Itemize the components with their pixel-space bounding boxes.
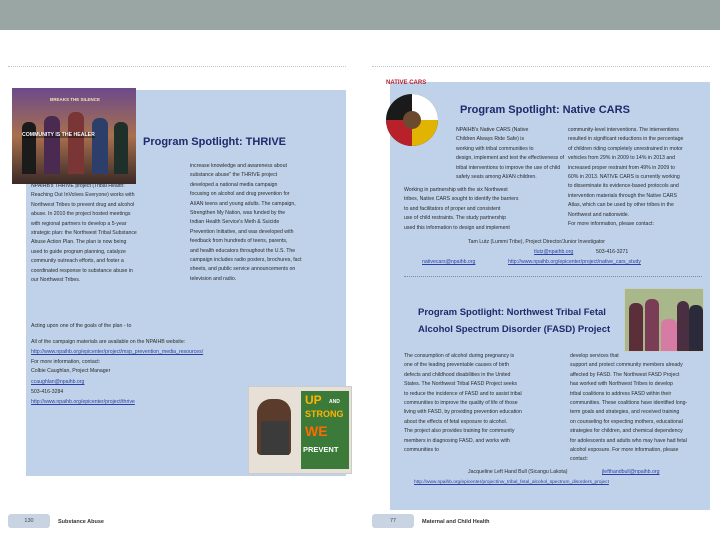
campaign-word-and: AND xyxy=(329,399,340,405)
native-cars-phone: 503-416-3271 xyxy=(596,249,629,255)
native-cars-logo-icon xyxy=(380,78,444,150)
fasd-project-link[interactable]: http://www.npaihb.org/epicenter/project/nw_tribal_fetal_alcohol_spectrum_disorders_project xyxy=(414,480,609,485)
native-cars-email-link[interactable]: tlutz@npaihb.org xyxy=(534,249,574,255)
left-page-number: 130 xyxy=(8,514,50,528)
top-banner xyxy=(0,0,720,30)
native-cars-contact: Tam Lutz (Lummi Tribe), Project Director/Junior Investigator xyxy=(468,239,605,245)
campaign-word-prevent: PREVENT xyxy=(303,445,339,454)
thrive-media-link[interactable]: http://www.npaihb.org/epicenter/project/msp_prevention_media_resources/ xyxy=(31,349,204,355)
thrive-project-link[interactable]: http://www.npaihb.org/epicenter/project/thrive xyxy=(31,399,135,405)
fasd-group-photo xyxy=(624,288,704,352)
campaign-word-strong: STRONG xyxy=(305,409,344,419)
thrive-column-2: increase knowledge and awareness about substance abuse" the THRIVE project developed a national media campaign focusing on alcohol and drug prevention for AI/AN teens and young adults. The campaign, Strengthen My Nation, was funded by the Indian Health Service's Meth & Suicide Prevention Initiative, and was developed with feedback from hundreds of teens, parents, and health educators throughout the U.S. The campaign includes radio posters, brochures, fact sheets, and public service announcements on television and radio. xyxy=(190,163,302,282)
fasd-title-line-1: Program Spotlight: Northwest Tribal Fetal xyxy=(418,307,606,318)
thrive-email-link[interactable]: ccaughlan@npaihb.org xyxy=(31,379,85,385)
thrive-contact: For more information, contact: Colbie Caughlan, Project Manager xyxy=(31,359,111,375)
right-footer xyxy=(372,508,710,534)
native-cars-project-link[interactable]: http://www.npaihb.org/epicenter/project/native_cars_study xyxy=(508,259,641,265)
native-cars-logo-text: NATIVE CARS xyxy=(386,80,427,86)
right-page xyxy=(372,76,710,534)
fasd-title-line-2: Alcohol Spectrum Disorder (FASD) Project xyxy=(418,324,611,335)
right-page-divider xyxy=(372,66,710,70)
native-cars-logo xyxy=(380,78,444,150)
thrive-column-1: NPAIHB's THRIVE project (Tribal Health: Reaching Out InVolves Everyone) works with Northwest Tribes to prevent drug and alcohol abuse. In 2010 the project hosted meetings with regional partners to develop a 5-year strategic plan: the Northwest Tribal Substance Abuse Action Plan. The plan is now being used to guide program planning, catalyze community outreach efforts, and foster a coordinated response to substance abuse in our Northwest Tribes. xyxy=(31,183,137,284)
fasd-email-link[interactable]: jlefthandbull@npaihb.org xyxy=(602,469,660,475)
right-section-label: Maternal and Child Health xyxy=(422,519,490,525)
campaign-word-up: UP xyxy=(305,393,322,407)
thrive-materials: All of the campaign materials are available on the NPAIHB website: xyxy=(31,339,186,345)
left-page xyxy=(8,76,346,534)
right-page-number: 77 xyxy=(372,514,414,528)
native-cars-title: Program Spotlight: Native CARS xyxy=(460,104,630,116)
poster-headline: COMMUNITY IS THE HEALER xyxy=(22,132,95,138)
fasd-column-1: The consumption of alcohol during pregnancy is one of the leading preventable causes of birth defects and childhood disabilities in the United States. The Northwest Tribal FASD Project seeks to reduce the incidence of FASD and to assist tribal communities to improve the quality of life of those living with FASD, by providing prevention education about the effects of fetal exposure to alcohol. The project also provides training for community members in diagnosing FASD, and works with communities to xyxy=(404,353,522,454)
native-cars-team-email-link[interactable]: nativecars@npaihb.org xyxy=(422,259,476,265)
left-footer xyxy=(8,508,346,534)
thrive-column-1-goal: Acting upon one of the goals of the plan - to xyxy=(31,323,132,329)
native-cars-column-2: community-level interventions. The interventions resulted in significant reductions in the percentage of children riding completely unrestrained in motor vehicles from 29% in 2009 to 14% in 2013 and increased proper restraint from 49% in 2009 to 60% in 2013. NATIVE CARS is currently working to disseminate its evidence-based protocols and intervention materials through the Native CARS Atlas, which can be used by other tribes in the Northwest and nationwide. For more information, please contact: xyxy=(568,127,684,228)
native-cars-column-1: NPAIHB's Native CARS (Native Children Always Ride Safe) is working with tribal communities to design, implement and test the effectiveness of tribal interventions to improve the use of child safety seats among AI/AN children. xyxy=(456,127,565,181)
thrive-phone: 503-416-3284 xyxy=(31,389,64,395)
thrive-campaign-image xyxy=(248,386,352,474)
left-section-label: Substance Abuse xyxy=(58,519,104,525)
thrive-title: Program Spotlight: THRIVE xyxy=(143,136,286,148)
poster-subtitle: BREAKS THE SILENCE xyxy=(50,97,101,102)
fasd-column-2: develop services that support and protect community members already affected by FASD. The Northwest FASD Project has worked with Northwest Tribes to develop tribal coalitions to address FASD within their communities. These coalitions have identified long- term goals and strategies, and received training on counseling for expecting mothers, educational strategies for children, and chemical dependency for adolescents and adults who may have had fetal alcohol exposure. For more information, please contact: xyxy=(570,353,688,463)
section-divider xyxy=(404,276,702,277)
left-page-divider xyxy=(8,66,346,70)
native-cars-column-1-partnership: Working in partnership with the six Northwest tribes, Native CARS sought to identify the barriers to and facilitators of proper and consistent use of child restraints. The study partnership used this information to design and implement xyxy=(404,187,519,231)
campaign-word-we: WE xyxy=(305,423,328,439)
fasd-contact: Jacqueline Left Hand Bull (Sicangu Lakota) xyxy=(468,469,568,475)
thrive-poster-image xyxy=(12,88,136,184)
